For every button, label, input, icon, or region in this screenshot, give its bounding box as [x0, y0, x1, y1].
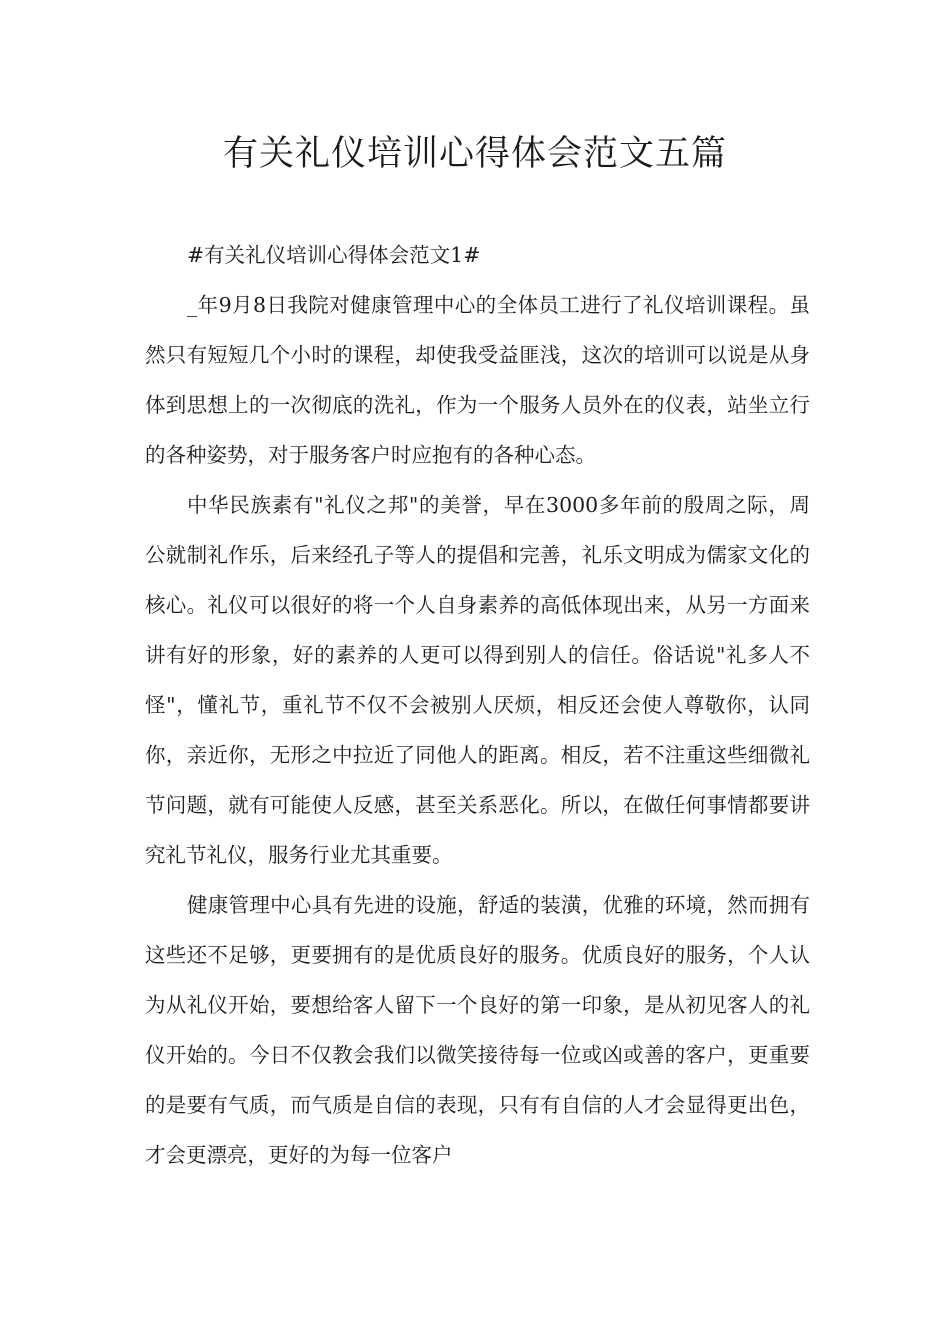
paragraph-3: 健康管理中心具有先进的设施，舒适的装潢，优雅的环境，然而拥有这些还不足够，更要拥有的是优质良好的服务。优质良好的服务，个人认为从礼仪开始，要想给客人留下一个良好的第一印象，是从初见客人的礼仪开始的。今日不仅教会我们以微笑接待每一位或凶或善的客户，更重要的是要有气质，而气质是自信的表现，只有有自信的人才会显得更出色，才会更漂亮，更好的为每一位客户	[145, 893, 810, 1167]
section-heading: #有关礼仪培训心得体会范文1#	[187, 243, 481, 267]
paragraph-1: _年9月8日我院对健康管理中心的全体员工进行了礼仪培训课程。虽然只有短短几个小时的课程，却使我受益匪浅，这次的培训可以说是从身体到思想上的一次彻底的洗礼，作为一个服务人员外在的仪表，站坐立行的各种姿势，对于服务客户时应抱有的各种心态。	[145, 293, 810, 467]
document-body	[145, 230, 810, 1180]
document-title: 有关礼仪培训心得体会范文五篇	[222, 134, 727, 174]
paragraph-2: 中华民族素有"礼仪之邦"的美誉，早在3000多年前的殷周之际，周公就制礼作乐，后来经孔子等人的提倡和完善，礼乐文明成为儒家文化的核心。礼仪可以很好的将一个人自身素养的高低体现出来，从另一方面来讲有好的形象，好的素养的人更可以得到别人的信任。俗话说"礼多人不怪"，懂礼节，重礼节不仅不会被别人厌烦，相反还会使人尊敬你，认同你，亲近你，无形之中拉近了同他人的距离。相反，若不注重这些细微礼节问题，就有可能使人反感，甚至关系恶化。所以，在做任何事情都要讲究礼节礼仪，服务行业尤其重要。	[145, 493, 810, 867]
